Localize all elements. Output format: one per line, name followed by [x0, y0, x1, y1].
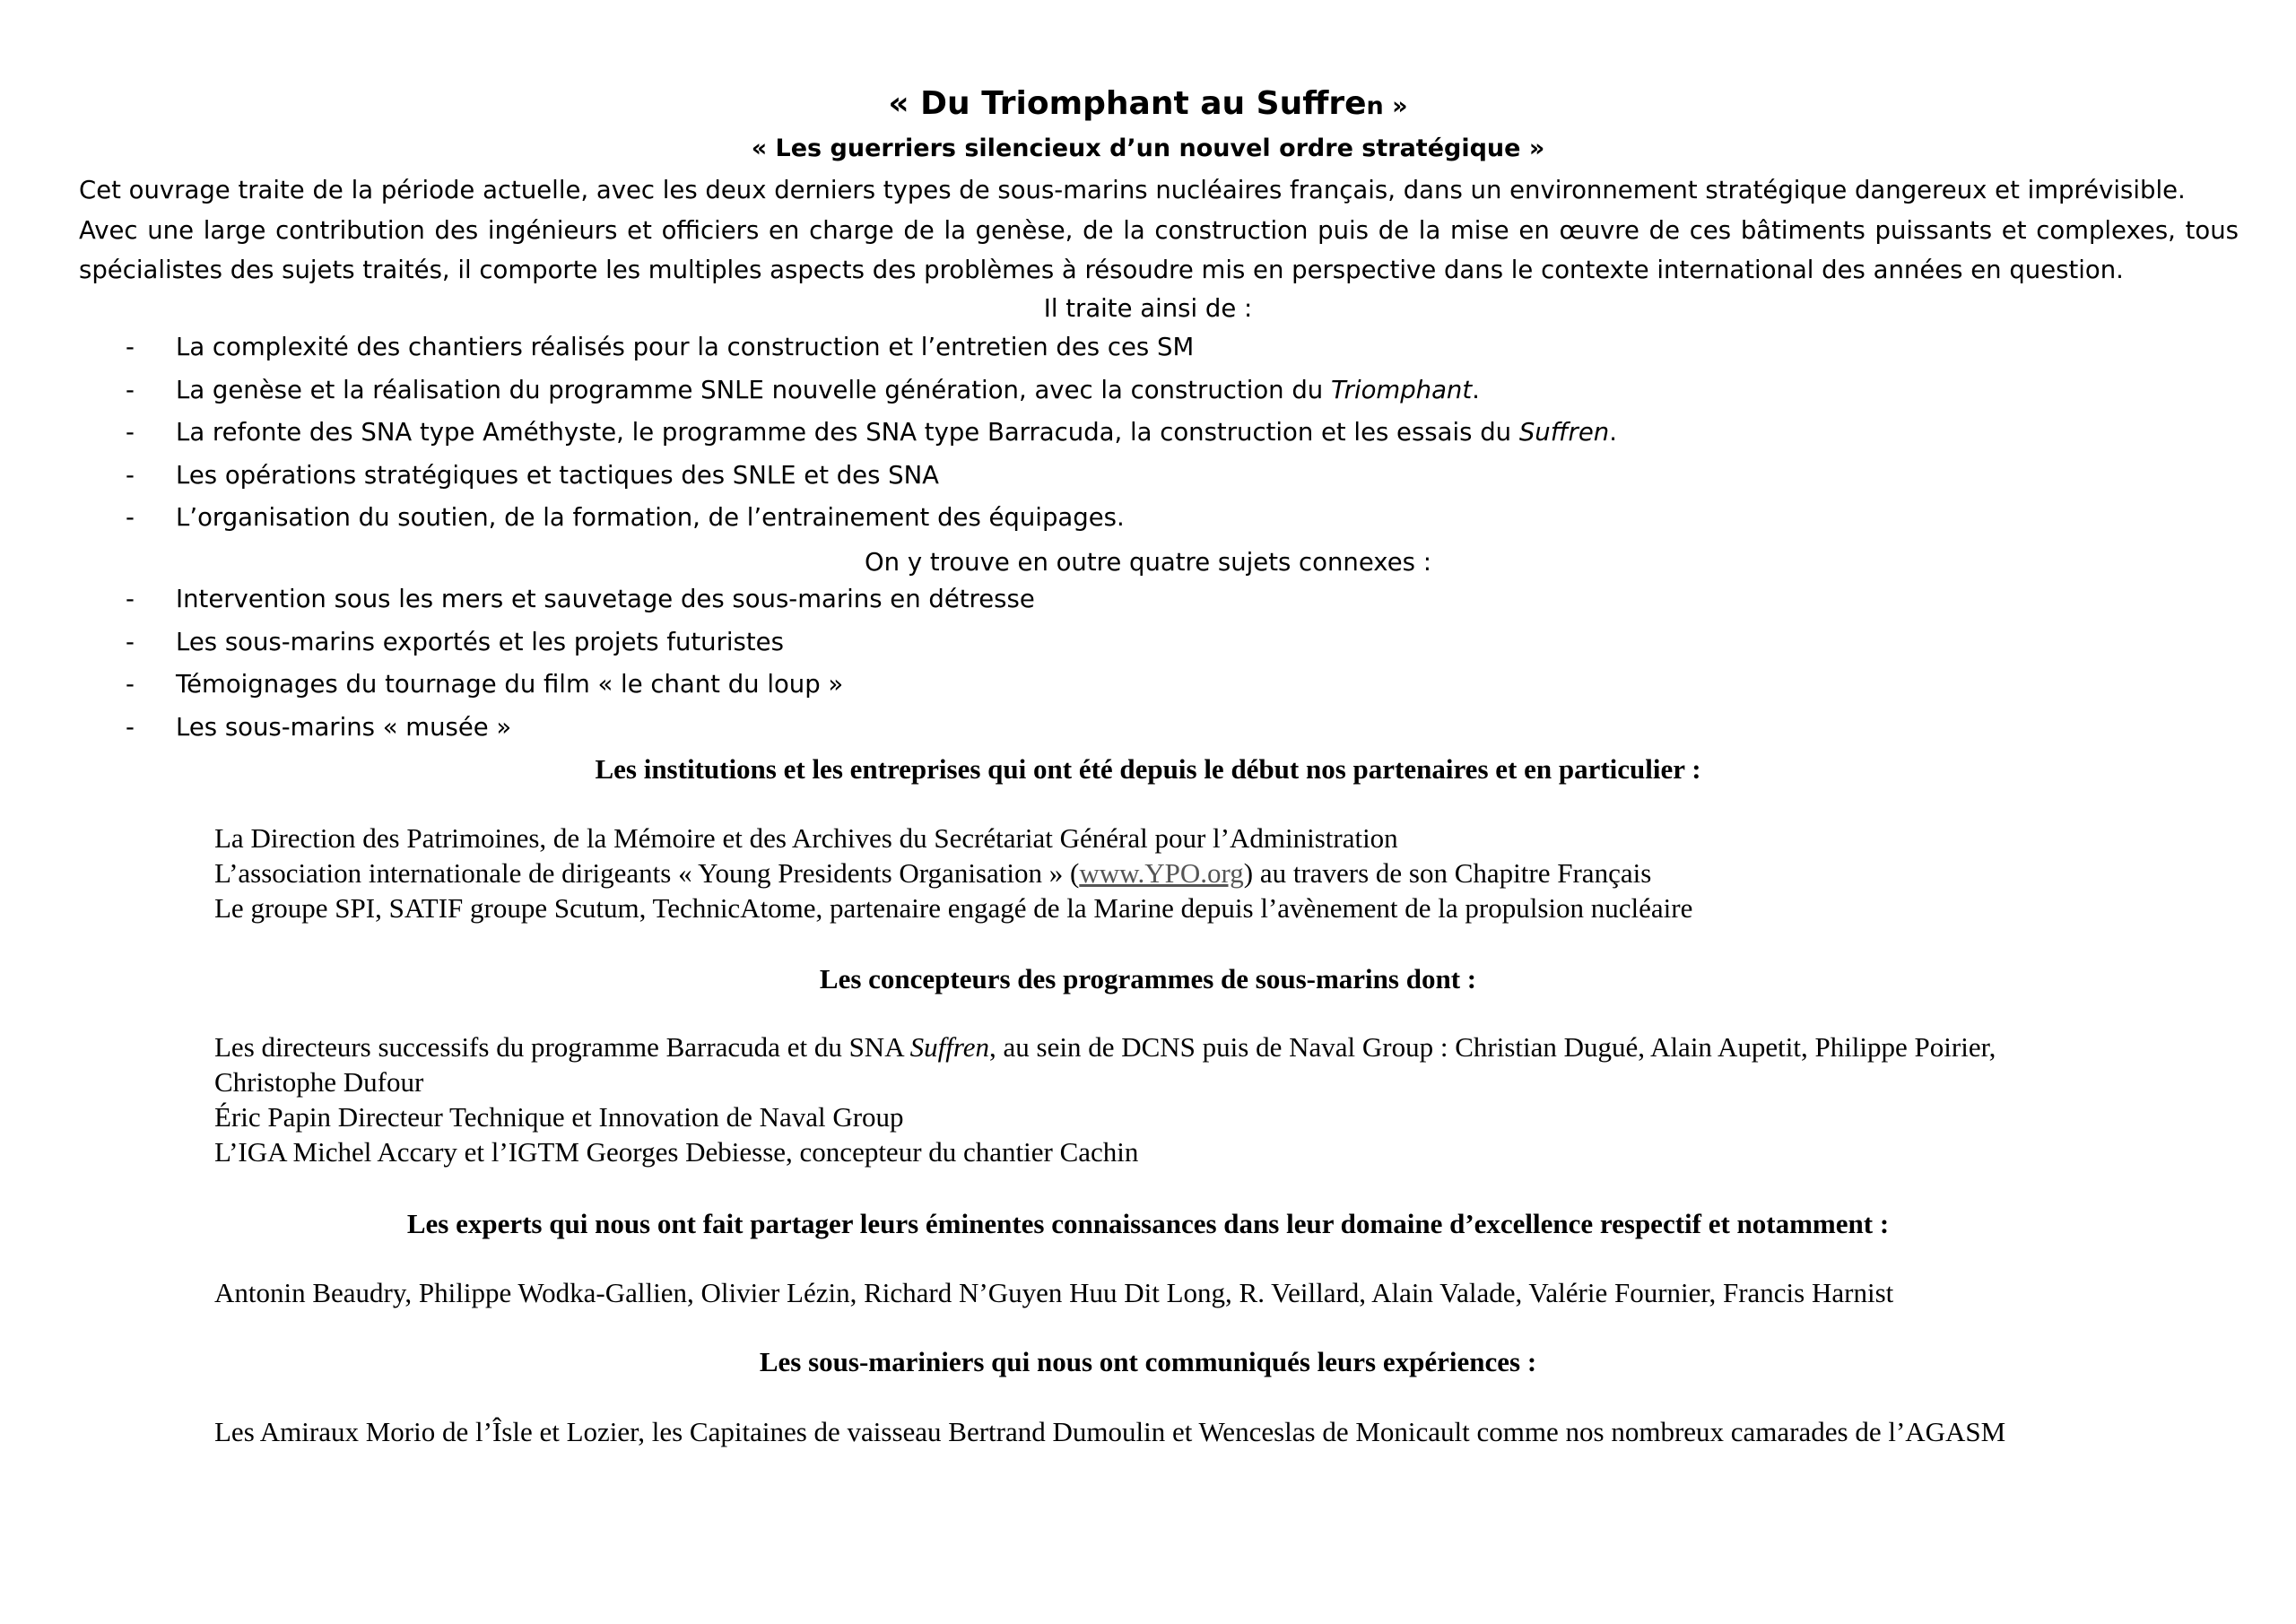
list-dash: - — [126, 333, 135, 361]
designer-line: Christophe Dufour — [214, 1066, 424, 1098]
title-main: « Du Triomphant au Suffre — [888, 85, 1367, 122]
partner-line-text: L’association internationale de dirigeants « Young Presidents Organisation » ( — [214, 857, 1080, 889]
list-item-text: Les sous-marins exportés et les projets futuristes — [176, 627, 784, 656]
intro-text — [79, 170, 2239, 291]
list-dash: - — [126, 460, 135, 490]
partners-text — [214, 821, 2223, 925]
document-subtitle: « Les guerriers silencieux d’un nouvel ordre stratégique » — [751, 135, 1545, 162]
list-item-text-part: . — [1609, 418, 1617, 447]
designer-line: Éric Papin Directeur Technique et Innovation de Naval Group — [214, 1101, 904, 1133]
designer-line — [214, 1029, 2223, 1064]
designers-heading: Les concepteurs des programmes de sous-marins dont : — [819, 963, 1477, 994]
list-dash: - — [126, 375, 135, 404]
list-item-text: L’organisation du soutien, de la formation, de l’entrainement des équipages. — [176, 503, 1125, 532]
intro-line: Cet ouvrage traite de la période actuelle, avec les deux derniers types de sous-marins nucléaires français, dans un environnement stratégique dangereux et imprévisible. — [79, 176, 2186, 204]
partners-heading: Les institutions et les entreprises qui ont été depuis le début nos partenaires et en particulier : — [595, 753, 1701, 785]
ship-name: Triomphant — [1330, 375, 1473, 404]
list-dash: - — [126, 712, 135, 742]
experts-line: Antonin Beaudry, Philippe Wodka-Gallien, Olivier Lézin, Richard N’Guyen Huu Dit Long, R. Veillard, Alain Valade, Valérie Fournier, Francis Harnist — [214, 1277, 1894, 1308]
partner-line: Le groupe SPI, SATIF groupe Scutum, TechnicAtome, partenaire engagé de la Marine depuis l’avènement de la propulsion nucléaire — [214, 892, 1693, 924]
submariners-heading: Les sous-mariniers qui nous ont communiqués leurs expériences : — [759, 1346, 1537, 1377]
list-dash: - — [126, 418, 135, 447]
ship-name: Suffren — [909, 1031, 990, 1063]
submariners-line: Les Amiraux Morio de l’Îsle et Lozier, les Capitaines de vaisseau Bertrand Dumoulin et Wenceslas de Monicault comme nos nombreux camarades de l’AGASM — [214, 1416, 2006, 1447]
designers-text — [214, 1029, 2223, 1169]
submariners-text — [214, 1414, 2223, 1449]
list-dash: - — [126, 503, 135, 532]
ship-name: Suffren — [1518, 418, 1610, 447]
list-item-text: La complexité des chantiers réalisés pour la construction et l’entretien des ces SM — [176, 333, 1195, 361]
related-heading: On y trouve en outre quatre sujets connexes : — [865, 548, 1431, 577]
intro-paragraph: Avec une large contribution des ingénieurs et officiers en charge de la genèse, de la construction puis de la mise en œuvre de ces bâtiments puissants et complexes, tous spécialistes des sujets traités, il comporte les multiples aspects des problèmes à résoudre mis en perspective dans le contexte international des années en question. — [79, 215, 2239, 284]
list-item-text-part: . — [1472, 375, 1480, 404]
ypo-link[interactable]: www.YPO.org — [1079, 857, 1244, 889]
designer-line: L’IGA Michel Accary et l’IGTM Georges Debiesse, concepteur du chantier Cachin — [214, 1136, 1139, 1168]
partner-line-text: ) au travers de son Chapitre Français — [1243, 857, 1652, 889]
list-dash: - — [126, 627, 135, 656]
list-item-text-part: La genèse et la réalisation du programme SNLE nouvelle génération, avec la construction du — [176, 375, 1331, 404]
list-item-text: Intervention sous les mers et sauvetage des sous-marins en détresse — [176, 585, 1035, 613]
list-item-text — [176, 414, 1617, 450]
experts-heading: Les experts qui nous ont fait partager leurs éminentes connaissances dans leur domaine d’excellence respectif et notamment : — [406, 1208, 1890, 1239]
list-dash: - — [126, 585, 135, 613]
document-title — [0, 83, 2296, 128]
topics-heading: Il traite ainsi de : — [1043, 294, 1253, 323]
list-item-text — [176, 372, 1480, 408]
partner-line: La Direction des Patrimoines, de la Mémoire et des Archives du Secrétariat Général pour l’Administration — [214, 822, 1398, 854]
designer-line-text: Les directeurs successifs du programme Barracuda et du SNA — [214, 1031, 910, 1063]
designer-line-text: , au sein de DCNS puis de Naval Group : Christian Dugué, Alain Aupetit, Philippe Poirier, — [989, 1031, 1996, 1063]
list-item-text-part: La refonte des SNA type Améthyste, le programme des SNA type Barracuda, la construction et les essais du — [176, 418, 1519, 447]
list-dash: - — [126, 670, 135, 699]
title-tail: n » — [1366, 92, 1408, 120]
list-item-text: Les sous-marins « musée » — [176, 712, 512, 742]
partner-line — [214, 855, 2223, 890]
list-item-text: Témoignages du tournage du film « le chant du loup » — [176, 670, 844, 699]
experts-text — [214, 1275, 2223, 1310]
list-item-text: Les opérations stratégiques et tactiques des SNLE et des SNA — [176, 460, 939, 490]
